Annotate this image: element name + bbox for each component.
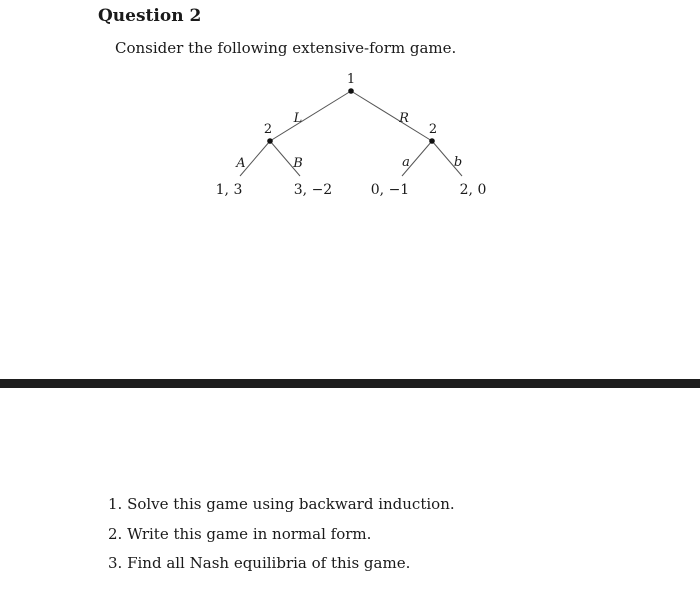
question-intro: Consider the following extensive-form game.: [115, 39, 457, 57]
move-label-a-right: a: [402, 155, 410, 170]
move-label-l: L: [293, 111, 303, 126]
left-decision-node: [267, 138, 273, 144]
section-divider: [0, 379, 700, 388]
task-item: 3. Find all Nash equilibria of this game.: [108, 554, 411, 572]
move-label-b-left: B: [293, 156, 303, 171]
edge-root-left: [270, 91, 351, 141]
left-node-player-label: 2: [263, 122, 273, 137]
move-label-r: R: [399, 111, 409, 126]
payoff-left-a: 1, 3: [215, 182, 243, 198]
move-label-b-right: b: [453, 155, 463, 170]
question-title: Question 2: [98, 6, 202, 26]
move-label-a-left: A: [236, 156, 246, 171]
root-player-label: 1: [346, 72, 356, 87]
payoff-left-b: 3, −2: [293, 182, 333, 198]
payoff-right-a: 0, −1: [370, 182, 410, 198]
task-item: 1. Solve this game using backward induction.: [108, 495, 455, 513]
task-list: [108, 494, 455, 583]
root-node: [348, 88, 354, 94]
right-decision-node: [429, 138, 435, 144]
game-tree-diagram: [0, 0, 700, 220]
task-item: 2. Write this game in normal form.: [108, 524, 372, 543]
edge-root-right: [351, 91, 432, 141]
payoff-right-b: 2, 0: [459, 182, 487, 198]
right-node-player-label: 2: [428, 122, 438, 137]
